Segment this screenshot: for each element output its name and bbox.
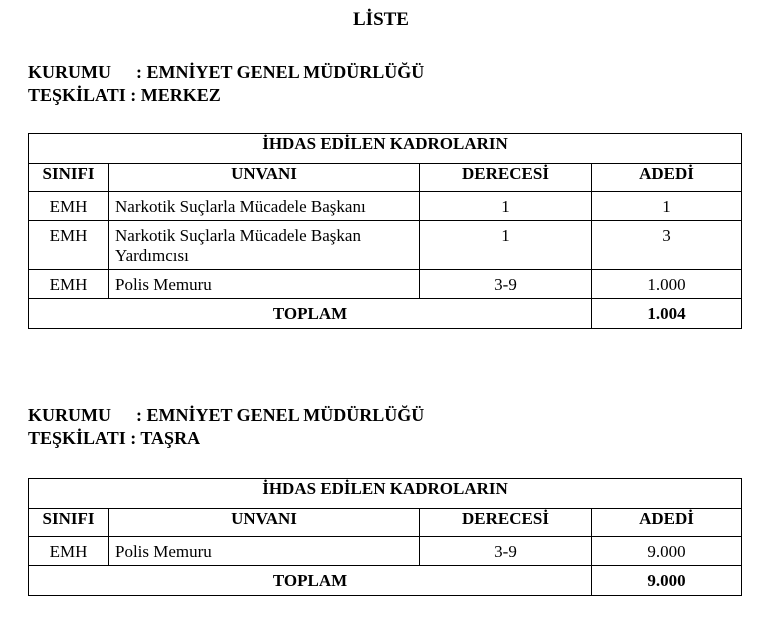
teskilat-line-2 [28, 427, 200, 449]
cell-sinifi: EMH [29, 221, 109, 270]
teskilat-value: : MERKEZ [130, 85, 221, 105]
cell-unvani: Polis Memuru [109, 537, 420, 566]
table-row [29, 270, 742, 299]
cell-unvani: Narkotik Suçlarla Mücadele Başkan Yardımcısı [109, 221, 420, 270]
kurum-value: : EMNİYET GENEL MÜDÜRLÜĞÜ [136, 62, 425, 82]
teskilat-line-1 [28, 84, 221, 106]
total-row [29, 566, 742, 596]
table-title: İHDAS EDİLEN KADROLARIN [29, 134, 742, 164]
cell-derecesi: 1 [420, 192, 592, 221]
cell-adedi: 1.000 [592, 270, 742, 299]
table-row [29, 221, 742, 270]
col-header-derecesi: DERECESİ [420, 509, 592, 537]
teskilat-label: TEŞKİLATI [28, 428, 126, 448]
col-header-derecesi: DERECESİ [420, 164, 592, 192]
cell-sinifi: EMH [29, 270, 109, 299]
col-header-adedi: ADEDİ [592, 164, 742, 192]
cell-unvani: Polis Memuru [109, 270, 420, 299]
kadro-table-merkez [28, 133, 742, 329]
table-row [29, 537, 742, 566]
teskilat-value: : TAŞRA [130, 428, 201, 448]
cell-sinifi: EMH [29, 537, 109, 566]
col-header-adedi: ADEDİ [592, 509, 742, 537]
kurum-line-2 [28, 404, 424, 426]
col-header-unvani: UNVANI [109, 164, 420, 192]
kadro-table-tasra [28, 478, 742, 596]
document-title: LİSTE [353, 9, 409, 30]
total-value: 9.000 [592, 566, 742, 596]
kurum-line-1 [28, 61, 424, 83]
cell-adedi: 1 [592, 192, 742, 221]
total-value: 1.004 [592, 299, 742, 329]
total-row [29, 299, 742, 329]
teskilat-label: TEŞKİLATI [28, 85, 126, 105]
cell-unvani: Narkotik Suçlarla Mücadele Başkanı [109, 192, 420, 221]
kurum-label: KURUMU [28, 405, 111, 425]
kurum-value: : EMNİYET GENEL MÜDÜRLÜĞÜ [136, 405, 425, 425]
table-title: İHDAS EDİLEN KADROLARIN [29, 479, 742, 509]
cell-adedi: 3 [592, 221, 742, 270]
cell-derecesi: 1 [420, 221, 592, 270]
total-label: TOPLAM [29, 566, 592, 596]
total-label: TOPLAM [29, 299, 592, 329]
table-row [29, 192, 742, 221]
cell-sinifi: EMH [29, 192, 109, 221]
col-header-sinifi: SINIFI [29, 164, 109, 192]
cell-adedi: 9.000 [592, 537, 742, 566]
cell-derecesi: 3-9 [420, 270, 592, 299]
kurum-label: KURUMU [28, 62, 111, 82]
col-header-sinifi: SINIFI [29, 509, 109, 537]
col-header-unvani: UNVANI [109, 509, 420, 537]
cell-derecesi: 3-9 [420, 537, 592, 566]
